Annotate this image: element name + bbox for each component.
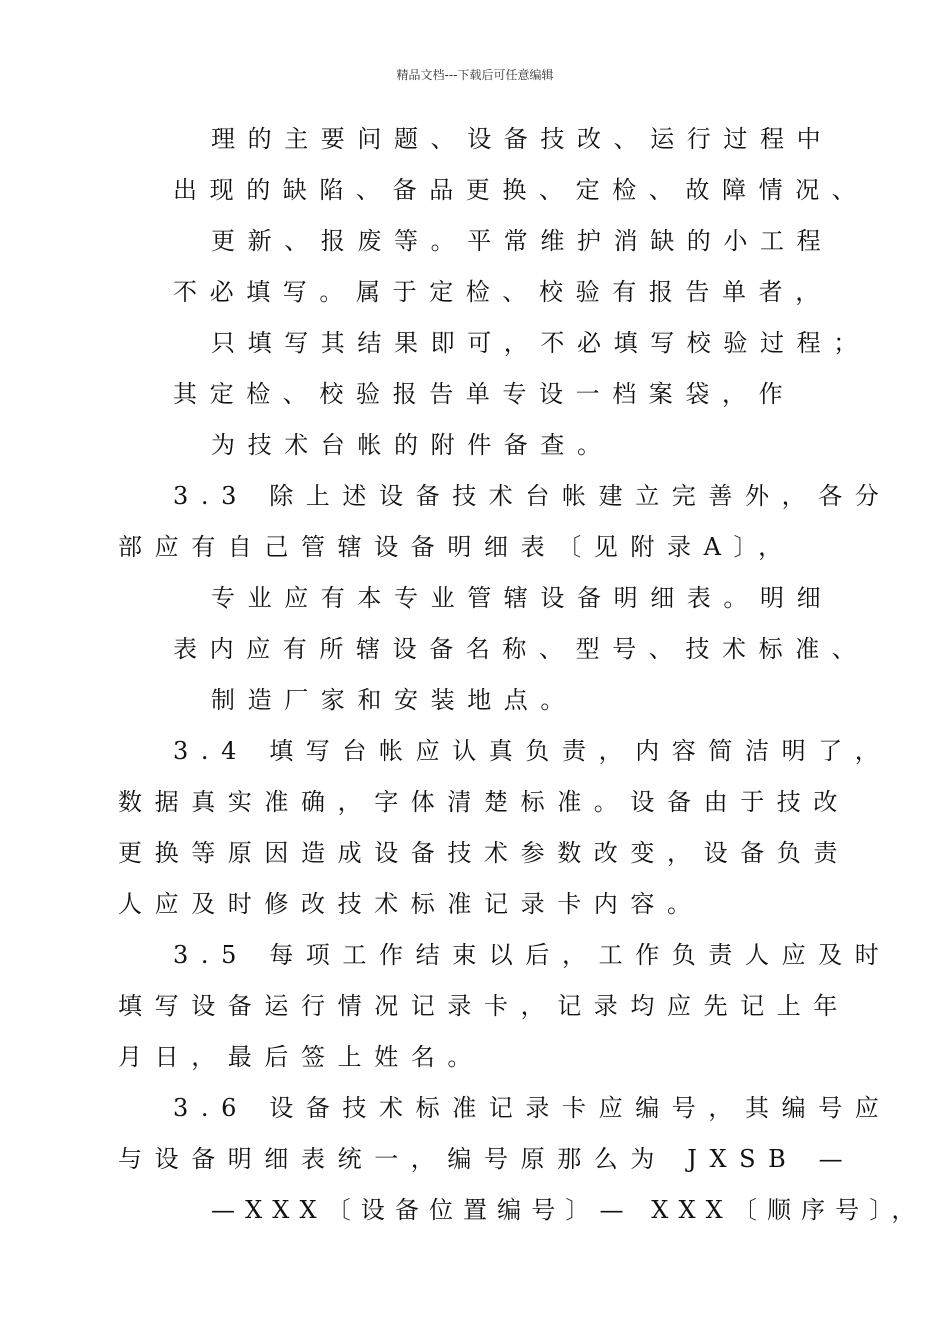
- text-line: —XXX〔设备位置编号〕— XXX〔顺序号〕，: [211, 1196, 926, 1224]
- text-line: 更换等原因造成设备技术参数改变，设备负责: [118, 839, 850, 867]
- text-line: 3.3 除上述设备技术台帐建立完善外，各分: [173, 482, 892, 510]
- text-line: 填写设备运行情况记录卡，记录均应先记上年: [118, 992, 850, 1020]
- text-line: 为技术台帐的附件备查。: [211, 431, 614, 459]
- text-line: 3.6 设备技术标准记录卡应编号，其编号应: [173, 1094, 892, 1122]
- text-line: 只填写其结果即可，不必填写校验过程；: [211, 329, 870, 357]
- text-line: 更新、报废等。平常维护消缺的小工程: [211, 227, 834, 255]
- text-line: 专业应有本专业管辖设备明细表。明细: [211, 584, 834, 612]
- text-line: 数据真实准确，字体清楚标准。设备由于技改: [118, 788, 850, 816]
- text-line: 制造厂家和安装地点。: [211, 686, 577, 714]
- text-line: 3.5 每项工作结束以后，工作负责人应及时: [173, 941, 892, 969]
- text-line: 不必填写。属于定检、校验有报告单者，: [173, 278, 832, 306]
- text-line: 出现的缺陷、备品更换、定检、故障情况、: [173, 176, 869, 204]
- text-line: 其定检、校验报告单专设一档案袋，作: [173, 380, 796, 408]
- text-line: 人应及时修改技术标准记录卡内容。: [118, 890, 704, 918]
- text-line: 月日，最后签上姓名。: [118, 1043, 484, 1071]
- text-line: 理的主要问题、设备技改、运行过程中: [211, 125, 834, 153]
- text-line: 3.4 填写台帐应认真负责，内容简洁明了，: [173, 737, 892, 765]
- text-line: 与设备明细表统一，编号原那么为 JXSB —: [118, 1145, 856, 1173]
- text-line: 部应有自己管辖设备明细表〔见附录A〕，: [118, 533, 795, 561]
- page-header: 精品文档---下载后可任意编辑: [396, 68, 554, 82]
- text-line: 表内应有所辖设备名称、型号、技术标准、: [173, 635, 869, 663]
